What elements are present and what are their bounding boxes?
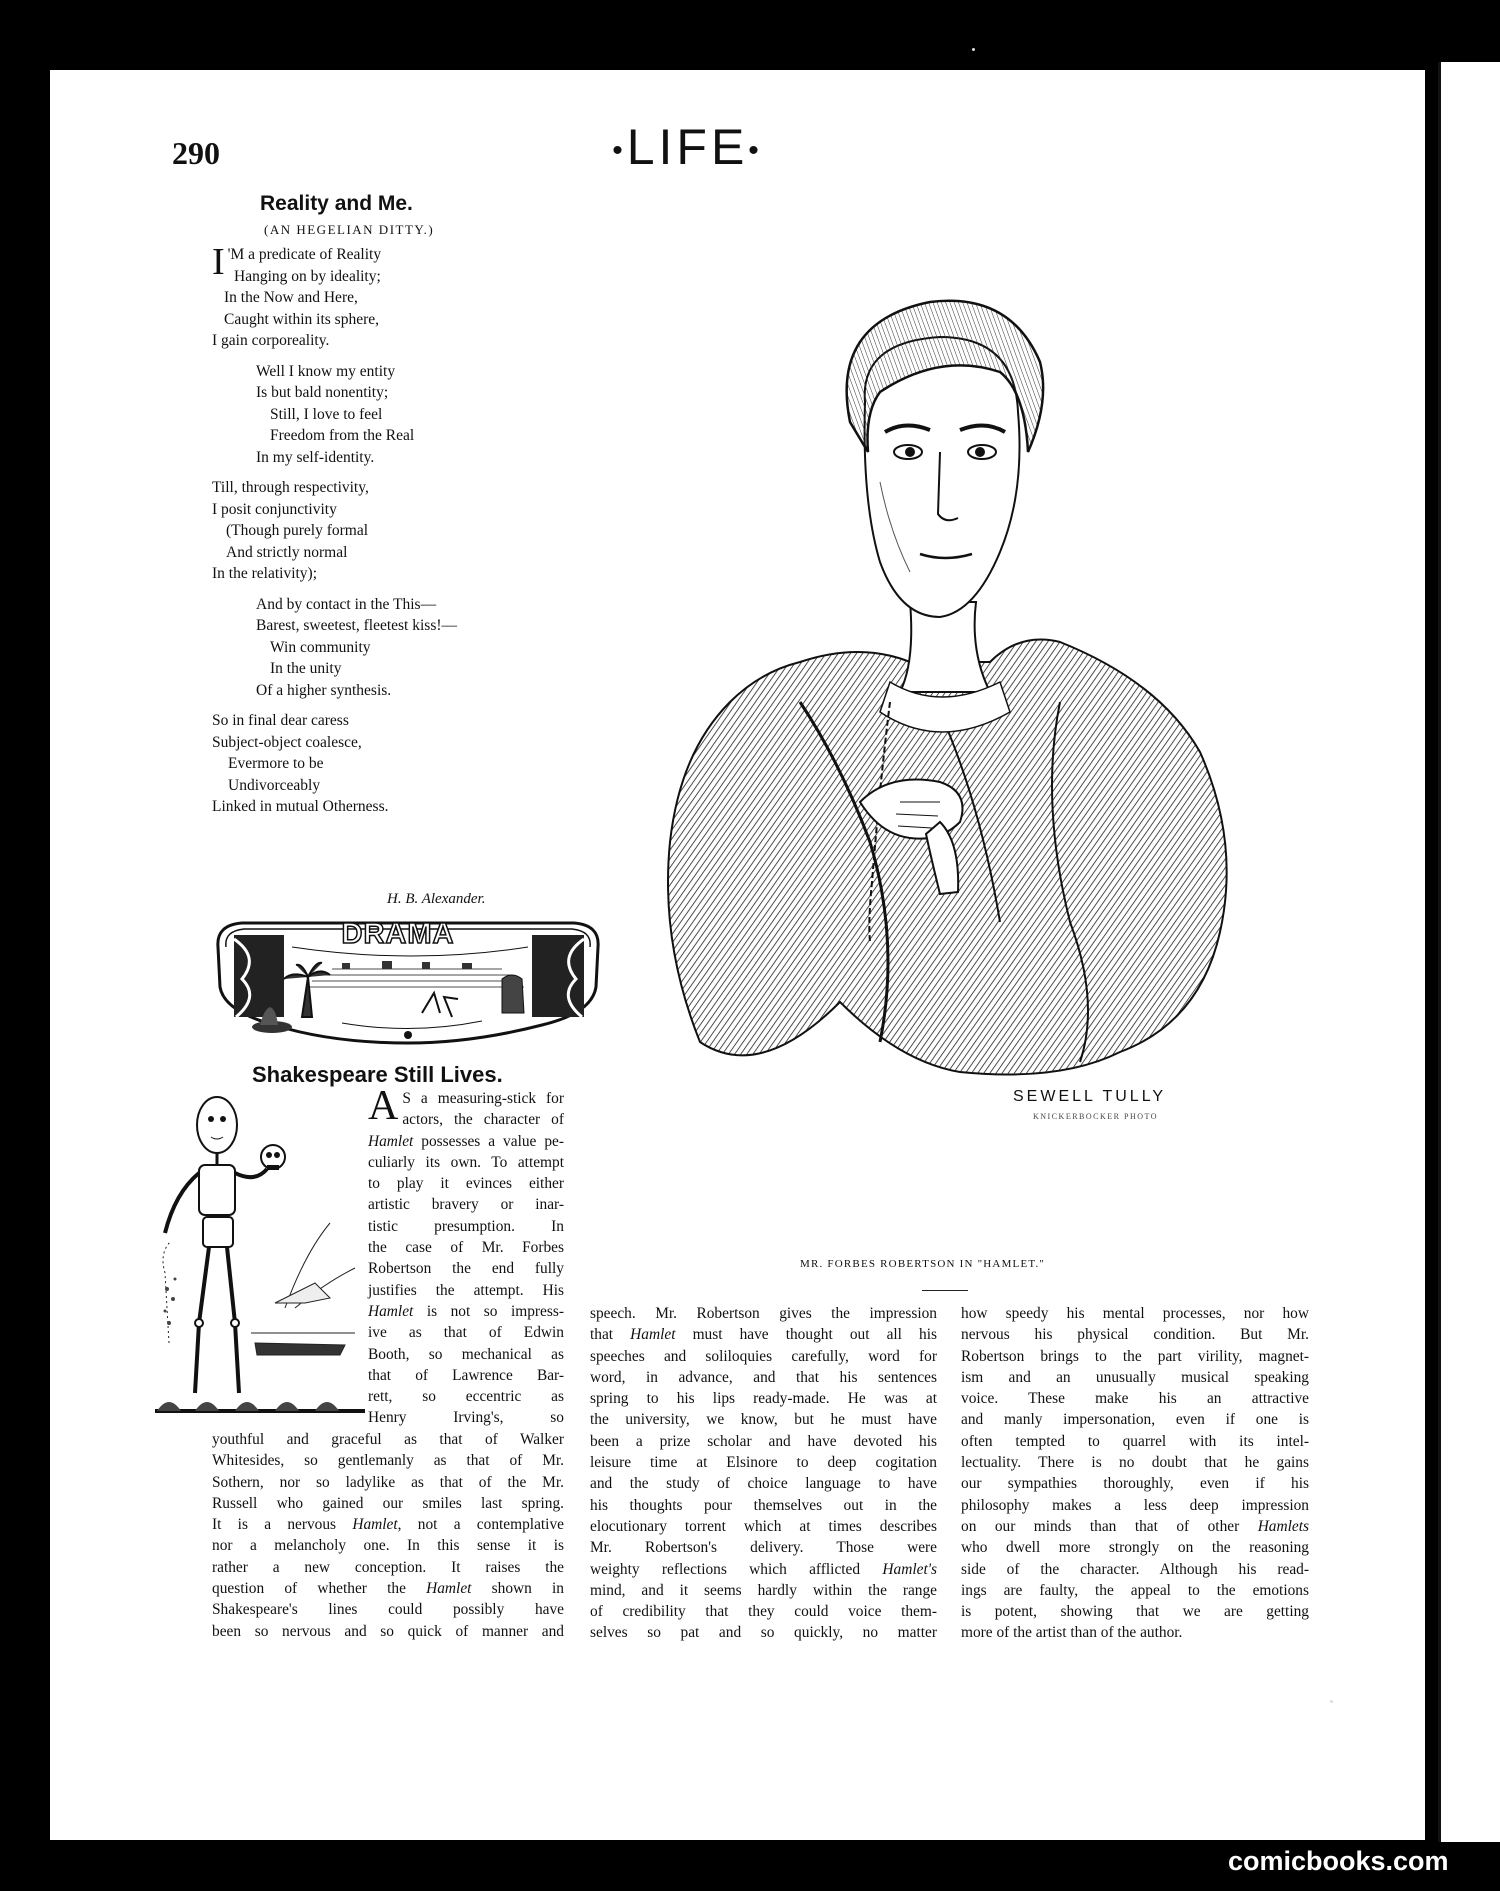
poem-stanza [212,594,572,702]
article-column-3 [961,1303,1309,1644]
text-line: the university, we know, but he must have [590,1411,937,1429]
poem-line: Of a higher synthesis. [256,681,392,699]
text-line: been so nervous and so quick of manner and [212,1622,564,1640]
text-line: often tempted to quarrel with its intel- [961,1432,1309,1450]
poem-line: Still, I love to feel [270,405,383,423]
text-line: elocutionary torrent which at times describes [590,1517,937,1535]
text-line: Henry Irving's, so [368,1409,564,1427]
text-line: rather a new conception. It raises the [212,1558,564,1576]
text-line: on our minds than that of other Hamlets [961,1517,1309,1535]
text-line: of credibility that they could voice them- [590,1603,937,1621]
text-line: spring to his lips ready-made. He was at [590,1390,937,1408]
poem-line: Win community [270,638,371,656]
poem-title: Reality and Me. [260,192,413,215]
text-line: Hamlet possesses a value pe- [368,1132,564,1150]
masthead: •LIFE• [612,119,763,175]
poem-line: In the relativity); [212,565,318,582]
text-line: ive as that of Edwin [368,1324,564,1342]
text-line: nor a melancholy one. In this sense it is [212,1537,564,1555]
text-line: Robertson the end fully [368,1260,564,1278]
drama-banner-label: DRAMA [341,918,455,950]
text-line: Russell who gained our smiles last spring. [212,1494,564,1512]
text-line: and manly impersonation, even if one is [961,1411,1309,1429]
poem-line: I posit conjunctivity [212,500,337,518]
poem-line: Linked in mutual Otherness. [212,798,389,815]
text-line: leisure time at Elsinore to deep cogitation [590,1454,937,1472]
text-line: who dwell more strongly on the reasoning [961,1539,1309,1557]
poem-line: Undivorceably [228,776,321,794]
text-line: how speedy his mental processes, nor how [961,1305,1309,1322]
text-line: Mr. Robertson's delivery. Those were [590,1539,937,1557]
caption-divider [922,1290,968,1291]
poem-line: I gain corporeality. [212,332,330,349]
text-line: been a prize scholar and have devoted his [590,1432,937,1450]
hamlet-portrait-illustration [640,282,1260,1122]
scan-speck [1330,1700,1333,1703]
poem-subtitle: (AN HEGELIAN DITTY.) [264,222,435,237]
text-line: youthful and graceful as that of Walker [212,1431,564,1448]
page-number: 290 [172,135,220,171]
poem-stanza [212,361,572,469]
text-line: Hamlet is not so impress- [368,1302,564,1320]
text-line: is potent, showing that we are getting [961,1603,1309,1621]
text-line: ings are faulty, the appeal to the emotions [961,1581,1309,1599]
poem-line: In my self-identity. [256,448,375,466]
poem-line: In the unity [270,660,342,677]
text-line: side of the character. Although his read- [961,1560,1309,1578]
poem-line: 'M a predicate of Reality [227,246,382,263]
text-line: rett, so eccentric as [368,1388,564,1406]
text-line: justifies the attempt. His [368,1281,564,1299]
article-column-1 [368,1083,564,1429]
text-line: weighty reflections which afflicted Hamlet's [590,1560,937,1578]
poem-line: Well I know my entity [256,362,396,380]
text-line: nervous his physical condition. But Mr. [961,1326,1309,1344]
text-line: mind, and it seems hardly within the range [590,1581,937,1599]
text-line: his thoughts pour themselves out in the [590,1496,937,1514]
poem-line: In the Now and Here, [224,289,358,306]
poem-line: Barest, sweetest, fleetest kiss!— [256,617,458,634]
article-title: Shakespeare Still Lives. [252,1062,503,1087]
poem-body [212,241,572,827]
text-line: tistic presumption. In [368,1217,564,1235]
poem-line: Is but bald nonentity; [256,384,389,401]
text-line: speech. Mr. Robertson gives the impression [590,1305,937,1322]
poem-line: Caught within its sphere, [224,310,379,328]
text-line: lectuality. There is no doubt that he gains [961,1454,1309,1472]
article-dropcap: A [368,1083,399,1129]
portrait-caption: MR. FORBES ROBERTSON IN "HAMLET." [800,1258,1046,1270]
poem-line: (Though purely formal [226,522,369,539]
text-line: question of whether the Hamlet shown in [212,1580,564,1598]
text-line: It is a nervous Hamlet, not a contemplative [212,1516,564,1534]
text-line: Sothern, nor so ladylike as that of the Mr. [212,1473,564,1491]
text-line: artistic bravery or inar- [368,1196,564,1214]
poem-stanza [212,477,572,585]
engraver-credit: KNICKERBOCKER PHOTO [1033,1112,1159,1121]
text-line: our sympathies thoroughly, even if his [961,1475,1309,1493]
text-line: that Hamlet must have thought out all his [590,1326,937,1344]
text-line: Shakespeare's lines could possibly have [212,1601,564,1619]
text-line: selves so pat and so quickly, no matter [590,1624,937,1642]
poem-stanza [212,710,572,818]
site-watermark: comicbooks.com [1228,1846,1449,1876]
article-column-2 [590,1303,937,1644]
poem-dropcap: I [212,241,225,283]
text-line: the case of Mr. Forbes [368,1239,564,1257]
poem-author: H. B. Alexander. [387,891,486,907]
poem-line: Evermore to be [228,755,324,772]
poem-line: Subject-object coalesce, [212,733,362,751]
skeleton-hamlet-illustration [155,1093,365,1423]
poem-line: And strictly normal [226,543,348,561]
text-line: that of Lawrence Bar- [368,1366,564,1384]
poem-line: Hanging on by ideality; [234,267,381,285]
text-line: speeches and soliloquies carefully, word for [590,1347,937,1365]
artist-signature: SEWELL TULLY [1013,1088,1167,1105]
poem-line: And by contact in the This— [256,595,437,613]
text-line: actors, the character of [402,1111,564,1129]
poem-line: Freedom from the Real [270,427,415,444]
facing-page-edge [1438,62,1500,1842]
text-line: philosophy makes a less deep impression [961,1496,1309,1514]
text-line: Booth, so mechanical as [368,1345,564,1363]
text-line: ism and an unusually musical speaking [961,1368,1309,1386]
article-column-1-continued [212,1429,564,1642]
text-line: culiarly its own. To attempt [368,1153,564,1171]
text-line: Robertson brings to the part virility, magnet- [961,1347,1309,1365]
text-line: and the study of choice language to have [590,1475,937,1493]
masthead-title: LIFE [626,119,749,175]
text-line: word, in advance, and that his sentences [590,1368,937,1386]
poem-line: So in final dear caress [212,712,349,729]
text-line: Whitesides, so gentlemanly as that of Mr. [212,1452,564,1470]
text-line: S a measuring-stick for [402,1090,564,1107]
text-line: voice. These make his an attractive [961,1390,1309,1408]
poem-line: Till, through respectivity, [212,479,369,496]
scan-speck [972,48,975,51]
poem-stanza [212,241,572,352]
text-line: to play it evinces either [368,1175,564,1193]
text-line: more of the artist than of the author. [961,1624,1183,1642]
